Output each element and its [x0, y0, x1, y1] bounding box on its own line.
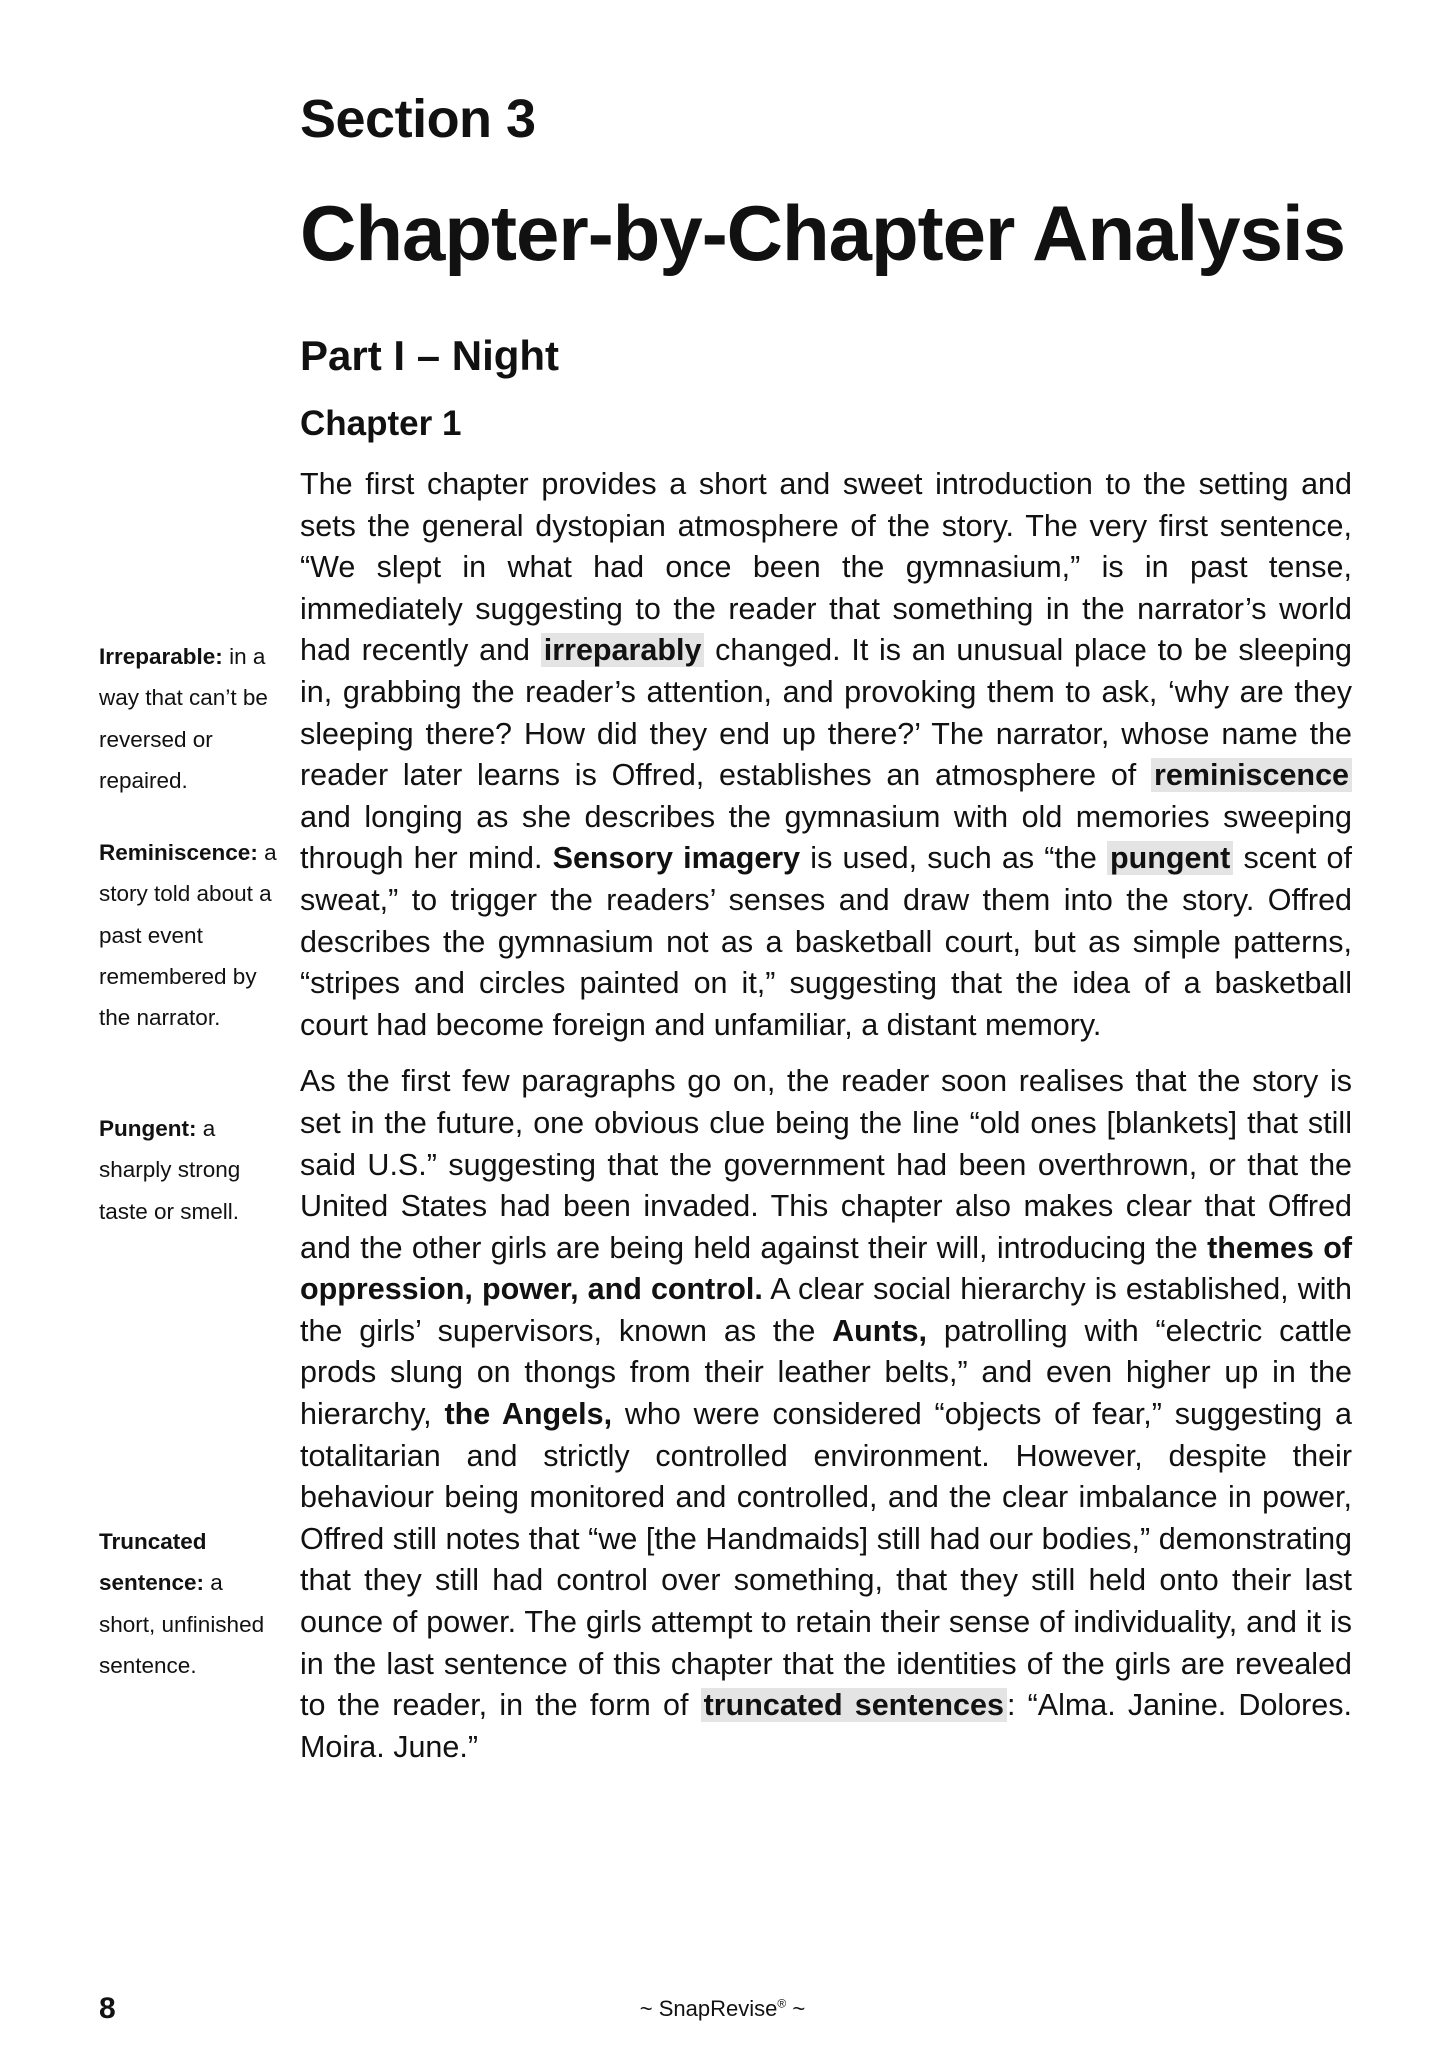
glossary-definition: in a way that can’t be reversed or repaired. [99, 644, 268, 793]
glossary-note-truncated-sentence [99, 1521, 284, 1686]
bold-term-angels: the Angels, [444, 1397, 613, 1432]
paragraph-1 [300, 464, 1352, 1046]
text-run: As the first few paragraphs go on, the reader soon realises that the story is set in the future, one obvious clue being the line “old ones [blankets] that still said U.S.” suggesting that the government had been overthrown, or that the United States had been invaded. This chapter also makes clear that Offred and the other girls are being held against their will, introducing the [300, 1064, 1352, 1265]
highlighted-term-irreparably: irreparably [541, 633, 705, 667]
chapter-heading: Chapter 1 [300, 404, 462, 443]
glossary-definition: a short, unfinished sentence. [99, 1570, 265, 1678]
footer-brand-text: ~ SnapRevise [639, 1996, 778, 2021]
bold-term-sensory-imagery: Sensory imagery [552, 841, 801, 876]
glossary-definition: a story told about a past event remembered by the narrator. [99, 840, 277, 1031]
page-number: 8 [99, 1992, 116, 2025]
glossary-note-pungent [99, 1108, 284, 1232]
main-text-column [300, 464, 1352, 1783]
part-heading: Part I – Night [300, 332, 560, 379]
section-label: Section 3 [300, 89, 536, 149]
glossary-term: Pungent: [99, 1116, 197, 1141]
text-run: A clear social hierarchy is established, with the girls’ supervisors, known as the [300, 1272, 1352, 1348]
text-run: : “Alma. Janine. Dolores. Moira. June.” [300, 1688, 1352, 1764]
paragraph-2 [300, 1061, 1352, 1768]
footer-brand [0, 1996, 1445, 2022]
bold-term-themes: themes of oppression, power, and control. [300, 1230, 1352, 1307]
bold-term-aunts: Aunts, [832, 1313, 928, 1348]
text-run: changed. It is an unusual place to be sleeping in, grabbing the reader’s attention, and provoking them to ask, ‘why are they sleeping there? How did they end up there?’ The narrator, whose name the reader later learns is Offred, establishes an atmosphere of [300, 633, 1352, 793]
footer-brand-suffix: ~ [786, 1996, 806, 2021]
text-run: who were considered “objects of fear,” suggesting a totalitarian and strictly controlled environment. However, despite their behaviour being monitored and controlled, and the clear imbalance in power, Offred still notes that “we [the Handmaids] still had our bodies,” demonstrating that they still had control over something, that they still held onto their last ounce of power. The girls attempt to retain their sense of individuality, and it is in the last sentence of this chapter that the identities of the girls are revealed to the reader, in the form of [300, 1397, 1352, 1723]
highlighted-term-truncated-sentences: truncated sentences [701, 1688, 1007, 1722]
page-title: Chapter-by-Chapter Analysis [300, 189, 1346, 277]
glossary-term: Irreparable: [99, 644, 223, 669]
text-run: The first chapter provides a short and sweet introduction to the setting and sets the general dystopian atmosphere of the story. The very first sentence, “We slept in what had once been the gymnasium,” is in past tense, immediately suggesting to the reader that something in the narrator’s world had recently and [300, 467, 1352, 668]
highlighted-term-pungent: pungent [1107, 841, 1233, 875]
glossary-note-irreparable [99, 636, 284, 801]
text-run: scent of sweat,” to trigger the readers’ senses and draw them into the story. Offred describes the gymnasium not as a basketball court, but as simple patterns, “stripes and circles painted on it,” suggesting that the idea of a basketball court had become foreign and unfamiliar, a distant memory. [300, 841, 1352, 1042]
text-run: is used, such as “the [800, 841, 1108, 876]
glossary-definition: a sharply strong taste or smell. [99, 1116, 241, 1224]
glossary-term: Reminiscence: [99, 840, 258, 865]
text-run: and longing as she describes the gymnasium with old memories sweeping through her mind. [300, 799, 1352, 876]
text-run: patrolling with “electric cattle prods slung on thongs from their leather belts,” and even higher up in the hierarchy, [300, 1313, 1352, 1432]
glossary-note-reminiscence [99, 832, 284, 1038]
registered-mark: ® [777, 1996, 787, 2011]
glossary-term: Truncated sentence: [99, 1529, 207, 1596]
highlighted-term-reminiscence: reminiscence [1151, 758, 1352, 792]
